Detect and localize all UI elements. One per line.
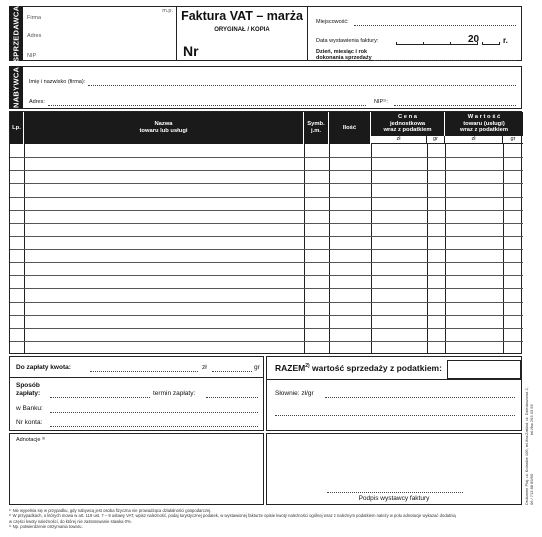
buyer-address-field[interactable] [48,105,366,106]
seller-nip-label: NIP [27,53,37,59]
buyer-address-label: Adres: [29,99,45,105]
sale-date-label-2: dokonania sprzedaży [316,55,372,61]
amount-field[interactable] [90,371,198,372]
title-box [176,6,308,61]
footnote-2b: w części kwoty należności, do której nie zastosowanie stawka 0%. [9,518,132,524]
account-field[interactable] [50,426,258,427]
payment-term-label: termin zapłaty: [153,390,196,397]
in-words-field[interactable] [325,397,515,398]
amount-gr: gr [254,364,260,371]
total-box [266,356,522,431]
price-gr-header: gr [427,136,445,144]
price-zl-header: zł [371,136,427,144]
table-row-divider [10,262,523,263]
table-row-divider [10,288,523,289]
buyer-vertical-label: NABYWCA [9,66,23,109]
buyer-nip-label: NIP¹⁾: [374,99,388,105]
table-row-divider [10,210,523,211]
annotations-label: Adnotacje ³⁾ [16,437,46,443]
invoice-number-label: Nr [183,43,199,59]
stamp-mark: m.p. [162,8,173,14]
sale-date-label: Dzień, miesiąc i rok [316,49,368,55]
items-table [9,111,522,354]
table-row-divider [10,223,523,224]
table-row-divider [10,249,523,250]
col-header-value: W a r t o ś ć towaru (usługi) wraz z podatkiem [445,112,523,136]
footnote-1: ¹⁾ Nie wypełnia się w przypadku, gdy nabywcą jest osoba fizyczna nie prowadząca działalności gospodarczej. [9,508,212,513]
bank-label: w Banku: [16,405,43,412]
year-field[interactable] [482,42,500,45]
footnote-2: ²⁾ W przypadkach, o których mowa w art. 119 ust. 7 – 9 ustawy VAT, wpisz należność, podaj turystycznej podatek, w wystawionej fakturze opisie kwoty należności ogólnej wraz z należnym podatkiem należy w polu adnotacje wykazać dodatnią [9,513,456,519]
year-suffix: r. [503,36,508,45]
total-footnote-ref: 2) [305,363,310,370]
footnotes [9,508,522,529]
in-words-label: Słownie: zł/gr [275,390,314,397]
signature-line [327,492,463,493]
total-amount-field[interactable] [447,360,521,379]
invoice-title: Faktura VAT – marża [181,9,303,23]
amount-box [9,356,264,378]
buyer-name-field[interactable] [88,85,516,86]
col-header-lp: Lp. [10,112,24,144]
signature-label: Podpis wystawcy faktury [358,495,430,502]
col-header-price: C e n a jednostkowa wraz z podatkiem [371,112,445,136]
invoice-subtitle: ORYGINAŁ / KOPIA [214,27,270,33]
place-field[interactable] [354,25,516,26]
issue-date-label: Data wystawienia faktury: [316,38,379,44]
amount-zl: zł [202,364,207,371]
table-row-divider [10,157,523,158]
table-row-divider [10,275,523,276]
buyer-box [22,66,522,109]
table-row-divider [10,197,523,198]
year-prefix: 20 [468,34,480,45]
bank-field[interactable] [50,412,258,413]
amount-gr-field[interactable] [212,371,252,372]
seller-vertical-label: SPRZEDAWCA [9,6,23,61]
value-gr-header: gr [503,136,523,144]
sale-date-field[interactable] [374,60,516,61]
value-zl-header: zł [445,136,503,144]
total-label: RAZEM [275,363,306,373]
table-row-divider [10,183,523,184]
signature-box[interactable] [266,433,522,505]
col-header-name: Nazwa towaru lub usługi [24,112,304,144]
footnote-3: ³⁾ Np. potwierdzenie otrzymania towaru. [9,523,83,529]
annotations-box[interactable] [9,433,264,505]
meta-box [308,6,522,61]
printer-info: Drukarnie Piaj. ul. Kolaskie 106, tel./fax 06 / 713 88 89/90 Zakład. ul. Dzieduszowa 2, tel./fax 263 33 56 [524,387,534,505]
table-row-divider [10,236,523,237]
issue-date-field[interactable] [396,42,478,45]
col-header-qty: Ilość [329,112,371,144]
account-label: Nr konta: [16,419,43,426]
total-heading [275,363,442,373]
payment-method-field[interactable] [50,397,150,398]
table-row-divider [10,341,523,342]
in-words-field-2[interactable] [275,415,515,416]
table-row-divider [10,302,523,303]
buyer-nip-field[interactable] [394,105,516,106]
payment-term-field[interactable] [206,397,258,398]
seller-adres-label: Adres [27,33,42,39]
table-row-divider [10,170,523,171]
payment-box [9,378,264,431]
buyer-name-label: Imię i nazwisko (firma): [29,79,86,85]
amount-label: Do zapłaty kwota: [16,364,71,371]
payment-method-label: Sposób [16,382,40,389]
seller-firma-label: Firma [27,15,42,21]
table-row-divider [10,315,523,316]
place-label: Miejscowość: [316,19,349,25]
payment-method-label-2: zapłaty: [16,390,41,397]
col-header-unit: Symb. j.m. [304,112,329,144]
total-text: wartość sprzedaży z podatkiem: [309,363,442,373]
table-row-divider [10,328,523,329]
seller-box [22,6,177,61]
